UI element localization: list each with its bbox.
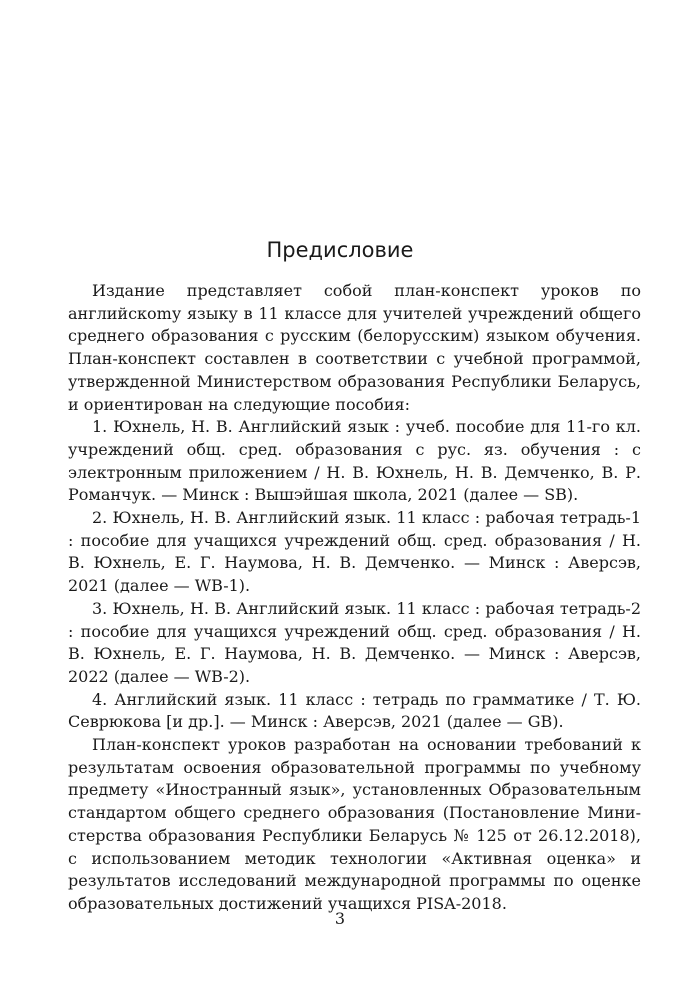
page-body — [68, 280, 641, 916]
page-number: 3 — [334, 909, 346, 928]
reference-item-3: 3. Юхнель, Н. В. Английский язык. 11 класс : рабочая тетрадь-2 : пособие для учащихся учреждений общ. сред. образования / Н. В. Юхнель, Е. Г. Наумова, Н. В. Демченко. — Минск : Аверсэв, 2022 (далее — WB-2). — [68, 598, 641, 686]
reference-item-4: 4. Английский язык. 11 класс : тетрадь по грамматике / Т. Ю. Севрюкова [и др.]. — Минск : Аверсэв, 2021 (далее — GB). — [68, 689, 641, 732]
reference-item-1: 1. Юхнель, Н. В. Английский язык : учеб. пособие для 11-го кл. учреждений общ. сред. образования с рус. яз. обучения : с электронным приложением / Н. В. Юхнель, Н. В. Демченко, В. Р. Романчук. — Минск : Вышэйшая школа, 2021 (далее — SB). — [68, 417, 641, 505]
intro-paragraph: Издание представляет собой план-конспект уроков по английскоmу языку в 11 классе для учителей учреждений общего среднего образования с русским (белорусским) языком обучения. План-конспект составлен в соответствии с учебной программой, утвержденной Министерством образования Республики Беларусь, и ориентирован на следующие пособия: — [68, 281, 641, 414]
page-title: Предисловие — [266, 238, 414, 262]
reference-item-2: 2. Юхнель, Н. В. Английский язык. 11 класс : рабочая тетрадь-1 : пособие для учащихся учреждений общ. сред. образования / Н. В. Юхнель, Е. Г. Наумова, Н. В. Демченко. — Минск : Аверсэв, 2021 (далее — WB-1). — [68, 508, 641, 596]
closing-paragraph: План-конспект уроков разработан на основании требований к результатам освоения образовательной программы по учебному предмету «Иностранный язык», установленных Образовательным стандартом общего среднего образования (Постановление Министерства образования Республики Беларусь № 125 от 26.12.2018), с использованием методик технологии «Активная оценка» и результатов исследований международной программы по оценке образовательных достижений учащихся PISA-2018. — [68, 735, 641, 913]
